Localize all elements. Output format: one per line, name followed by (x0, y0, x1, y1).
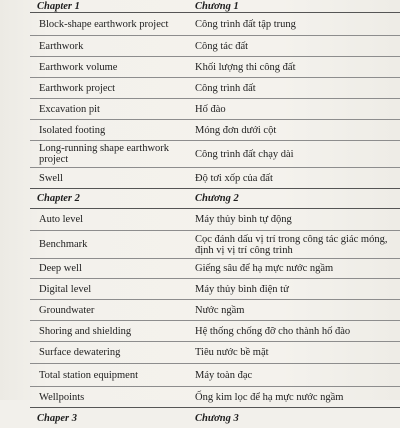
term-en: Earthwork volume (39, 61, 118, 73)
term-vi: Công tác đất (195, 40, 249, 52)
glossary-row (30, 364, 400, 387)
chapter-heading-row (30, 189, 400, 209)
term-vi: Giếng sâu để hạ mực nước ngầm (195, 263, 334, 274)
term-vi: Hệ thống chống đỡ cho thành hố đào (195, 325, 351, 337)
glossary-row (30, 387, 400, 408)
term-en: Earthwork (39, 40, 84, 52)
term-en: Excavation pit (39, 103, 100, 115)
term-vi: Công trình đất (195, 82, 256, 94)
glossary-row (30, 300, 400, 321)
term-vi: Khối lượng thi công đất (195, 61, 296, 73)
term-vi: Hố đào (195, 103, 226, 115)
glossary-row (30, 321, 400, 342)
chapter-heading-vi: Chương 3 (195, 412, 239, 424)
term-en: Shoring and shielding (39, 325, 132, 337)
term-en: Wellpoints (39, 391, 85, 403)
glossary-row (30, 78, 400, 99)
term-en: Earthwork project (39, 82, 116, 94)
term-vi: Máy thủy bình điện tử (195, 283, 289, 295)
glossary-row (30, 120, 400, 141)
term-vi: Móng đơn dưới cột (195, 124, 277, 136)
glossary-row (30, 209, 400, 231)
glossary-row (30, 57, 400, 78)
glossary-row (30, 342, 400, 364)
glossary-row (30, 99, 400, 120)
chapter-heading-row (30, 408, 400, 428)
chapter-heading-en: Chaper 3 (37, 412, 77, 424)
glossary-row (30, 141, 400, 168)
glossary-row (30, 36, 400, 57)
term-vi: Ống kim lọc để hạ mực nước ngầm (195, 391, 344, 403)
term-vi: Máy toàn đạc (195, 369, 253, 381)
glossary-row (30, 231, 400, 259)
term-en: Long-running shape earthwork project (39, 143, 170, 165)
term-vi: Máy thủy bình tự động (195, 214, 292, 225)
glossary-table (30, 0, 400, 428)
glossary-row (30, 259, 400, 279)
term-en: Auto level (39, 214, 84, 225)
glossary-row (30, 168, 400, 189)
term-en: Isolated footing (39, 124, 106, 136)
term-en: Surface dewatering (39, 347, 121, 358)
term-vi: Công trình đất tập trung (195, 18, 296, 30)
term-en: Swell (39, 172, 63, 184)
chapter-heading-vi: Chương 2 (195, 193, 239, 204)
term-vi: Tiêu nước bề mặt (195, 347, 269, 358)
term-en: Total station equipment (39, 369, 138, 381)
term-en: Deep well (39, 263, 82, 274)
term-en: Groundwater (39, 304, 95, 316)
chapter-heading-en: Chapter 2 (37, 193, 80, 204)
term-en: Benchmark (39, 239, 88, 250)
term-en: Block-shape earthwork project (39, 18, 169, 30)
term-en: Digital level (39, 283, 92, 295)
chapter-heading-en: Chapter 1 (37, 0, 80, 12)
term-vi: Nước ngầm (195, 304, 245, 316)
glossary-row (30, 279, 400, 300)
chapter-heading-row (30, 0, 400, 13)
term-vi: Công trình đất chạy dài (195, 148, 294, 160)
glossary-row (30, 13, 400, 36)
term-vi: Cọc đánh dấu vị trí trong công tác giác móng, định vị vị trí công trình (195, 233, 388, 256)
term-vi: Độ tơi xốp của đất (195, 172, 273, 184)
chapter-heading-vi: Chương 1 (195, 0, 239, 12)
